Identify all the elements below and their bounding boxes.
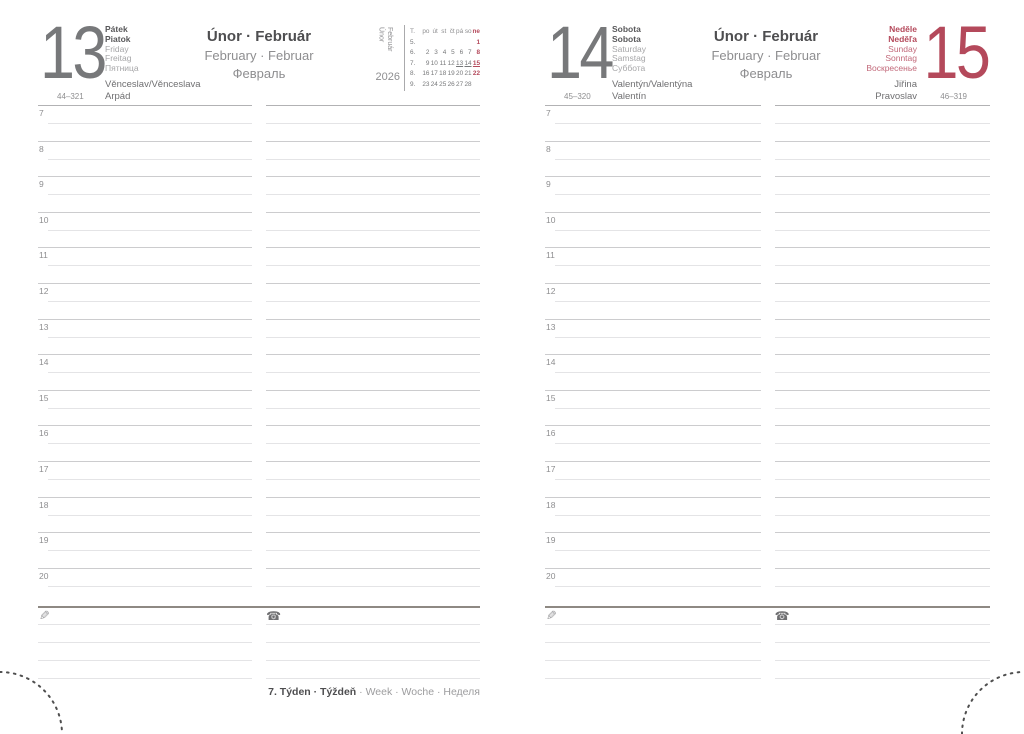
minical-day: 1 xyxy=(476,38,480,46)
hour-line xyxy=(38,141,252,142)
hour-line xyxy=(38,176,252,177)
hour-line xyxy=(775,212,990,213)
minical-day: 18 xyxy=(439,70,447,78)
minical-day: 20 xyxy=(456,70,464,78)
hour-line xyxy=(775,354,990,355)
half-hour-line xyxy=(775,586,990,587)
half-hour-line xyxy=(775,337,990,338)
minical-weekday: čt xyxy=(449,28,455,35)
minical-day: 13 xyxy=(456,59,464,67)
hour-line xyxy=(266,425,480,426)
minical-day xyxy=(429,38,437,49)
hour-row-9 xyxy=(38,176,480,212)
name-days-14 xyxy=(612,79,692,102)
minical-day: 7 xyxy=(468,49,472,57)
day-name: Saturday xyxy=(612,43,647,54)
half-hour-line xyxy=(775,372,990,373)
half-hour-line xyxy=(266,550,480,551)
hour-line xyxy=(775,532,990,533)
minical-day: 4 xyxy=(442,49,447,57)
minical-day: 11 xyxy=(439,59,447,67)
note-line xyxy=(38,624,252,625)
hour-row-11 xyxy=(38,247,480,283)
hour-line xyxy=(545,461,761,462)
minical-day: 27 xyxy=(456,80,464,88)
day-name: Sobota xyxy=(612,33,641,44)
note-line xyxy=(266,660,480,661)
hour-row-16 xyxy=(545,425,990,461)
hour-row-11 xyxy=(545,247,990,283)
hour-row-20 xyxy=(545,568,990,604)
hour-row-13 xyxy=(545,319,990,355)
page-left xyxy=(38,0,480,734)
minical-day: 3 xyxy=(434,49,438,57)
hour-line xyxy=(775,497,990,498)
hour-row-16 xyxy=(38,425,480,461)
hour-line xyxy=(38,247,252,248)
hour-line xyxy=(266,141,480,142)
pencil-icon: ✎ xyxy=(546,608,557,623)
half-hour-line xyxy=(775,194,990,195)
minical-week-number: 8. xyxy=(410,70,416,78)
hour-line xyxy=(266,283,480,284)
hour-row-8 xyxy=(545,141,990,177)
hour-line xyxy=(545,568,761,569)
corner-perforation-right xyxy=(954,670,1024,734)
hour-row-17 xyxy=(38,461,480,497)
minical-day: 23 xyxy=(422,80,430,88)
minical-day: 24 xyxy=(430,80,438,88)
hour-line xyxy=(266,212,480,213)
hour-label: 20 xyxy=(546,570,556,581)
hour-label: 11 xyxy=(546,250,555,261)
hour-label: 10 xyxy=(546,214,556,225)
half-hour-line xyxy=(555,337,761,338)
note-line xyxy=(38,678,252,679)
hour-line xyxy=(775,247,990,248)
note-line xyxy=(545,678,761,679)
hour-line xyxy=(266,390,480,391)
hour-line xyxy=(266,532,480,533)
hour-line xyxy=(775,141,990,142)
half-hour-line xyxy=(555,372,761,373)
hour-line xyxy=(775,176,990,177)
half-hour-line xyxy=(775,301,990,302)
hour-line xyxy=(775,425,990,426)
half-hour-line xyxy=(775,230,990,231)
note-line xyxy=(775,642,990,643)
hour-label: 12 xyxy=(546,285,556,296)
half-hour-line xyxy=(775,479,990,480)
minical-day xyxy=(438,38,446,49)
half-hour-line xyxy=(266,265,480,266)
minical-day: 10 xyxy=(430,59,438,67)
half-hour-line xyxy=(48,550,252,551)
hour-label: 12 xyxy=(39,285,49,296)
hour-line xyxy=(545,319,761,320)
minical-day: 28 xyxy=(464,80,472,88)
note-line xyxy=(545,660,761,661)
hour-label: 13 xyxy=(39,321,49,332)
note-line xyxy=(775,624,990,625)
hour-line xyxy=(266,319,480,320)
hour-label: 17 xyxy=(39,463,49,474)
name-day: Arpád xyxy=(105,90,131,102)
minical-weekday: ne xyxy=(472,28,480,35)
half-hour-line xyxy=(48,230,252,231)
hour-label: 7 xyxy=(546,108,551,118)
day-of-year-index-15: 46–319 xyxy=(940,92,967,101)
minical-day: 21 xyxy=(464,70,472,78)
hour-label: 16 xyxy=(39,428,49,439)
minical-day: 25 xyxy=(439,80,447,88)
day-name: Sobota xyxy=(612,24,641,34)
half-hour-line xyxy=(775,408,990,409)
name-days-15 xyxy=(875,79,917,102)
half-hour-line xyxy=(266,301,480,302)
hour-line xyxy=(545,176,761,177)
hour-line xyxy=(38,319,252,320)
hour-line xyxy=(775,283,990,284)
half-hour-line xyxy=(266,515,480,516)
hour-row-12 xyxy=(545,283,990,319)
month-primary: Únor · Február xyxy=(206,28,312,45)
minical-week-number: 6. xyxy=(410,49,416,57)
half-hour-line xyxy=(555,159,761,160)
hour-label: 14 xyxy=(546,357,556,368)
hour-row-9 xyxy=(545,176,990,212)
minical-day: 9 xyxy=(425,59,430,67)
hour-line xyxy=(38,390,252,391)
hour-grid-left xyxy=(38,105,480,603)
day-name: Sonntag xyxy=(885,53,917,64)
month-secondary: February · Februar xyxy=(204,48,314,63)
half-hour-line xyxy=(775,159,990,160)
half-hour-line xyxy=(48,123,252,124)
week-footer xyxy=(268,686,480,698)
half-hour-line xyxy=(555,443,761,444)
corner-perforation-left xyxy=(0,670,70,734)
half-hour-line xyxy=(266,586,480,587)
hour-line xyxy=(545,247,761,248)
hour-row-20 xyxy=(38,568,480,604)
note-line xyxy=(545,624,761,625)
day-name: Пятница xyxy=(105,63,139,74)
hour-line xyxy=(266,105,480,106)
hour-label: 7 xyxy=(39,108,44,118)
name-day: Valentín xyxy=(612,90,647,102)
day-number-13: 13 xyxy=(40,11,105,94)
half-hour-line xyxy=(266,372,480,373)
day-name: Sunday xyxy=(888,43,917,54)
half-hour-line xyxy=(775,265,990,266)
note-line xyxy=(266,642,480,643)
hour-line xyxy=(266,176,480,177)
half-hour-line xyxy=(266,479,480,480)
hour-line xyxy=(266,497,480,498)
minical-weekday: út xyxy=(432,28,438,35)
half-hour-line xyxy=(48,337,252,338)
hour-row-10 xyxy=(38,212,480,248)
minical-day: 14 xyxy=(464,59,472,67)
half-hour-line xyxy=(266,159,480,160)
week-footer-light: · Week · Woche · Неделя xyxy=(356,686,480,698)
hour-label: 18 xyxy=(546,499,556,510)
day-name: Piatok xyxy=(105,33,131,44)
half-hour-line xyxy=(266,408,480,409)
hour-line xyxy=(545,497,761,498)
hour-label: 16 xyxy=(546,428,556,439)
minical-weekday: pá xyxy=(456,28,464,35)
half-hour-line xyxy=(555,550,761,551)
minical-day xyxy=(455,38,463,49)
hour-line xyxy=(38,568,252,569)
hour-label: 9 xyxy=(39,179,44,190)
half-hour-line xyxy=(555,230,761,231)
half-hour-line xyxy=(266,123,480,124)
hour-label: 15 xyxy=(546,392,556,403)
note-line xyxy=(38,660,252,661)
minical-week-number: 9. xyxy=(410,80,416,88)
header-vertical-divider xyxy=(404,25,405,91)
hour-row-7 xyxy=(545,105,990,141)
day-names-15 xyxy=(866,25,917,74)
minical-day xyxy=(446,38,454,49)
half-hour-line xyxy=(266,443,480,444)
day-name: Freitag xyxy=(105,53,132,64)
mini-month-calendar xyxy=(410,27,480,91)
day-of-year-index-14: 45–320 xyxy=(564,92,591,101)
hour-row-19 xyxy=(38,532,480,568)
hour-line xyxy=(545,283,761,284)
hour-line xyxy=(38,425,252,426)
hour-label: 8 xyxy=(39,143,44,154)
name-day: Valentýn/Valentýna xyxy=(612,79,693,90)
hour-row-10 xyxy=(545,212,990,248)
month-tertiary: Февраль xyxy=(739,66,793,81)
pencil-icon: ✎ xyxy=(39,608,50,623)
minical-day xyxy=(472,80,480,91)
half-hour-line xyxy=(48,515,252,516)
hour-label: 18 xyxy=(39,499,49,510)
day-name: Воскресенье xyxy=(866,63,917,74)
hour-line xyxy=(545,532,761,533)
hour-grid-right xyxy=(545,105,990,603)
half-hour-line xyxy=(48,408,252,409)
minical-week-col-header: T. xyxy=(410,28,415,35)
phone-icon: ☎ xyxy=(266,609,282,623)
hour-row-18 xyxy=(545,497,990,533)
hour-row-15 xyxy=(38,390,480,426)
hour-label: 11 xyxy=(39,250,48,261)
minical-weekday: po xyxy=(422,28,430,35)
hour-line xyxy=(545,141,761,142)
side-tab-month: Únor xyxy=(377,27,385,43)
half-hour-line xyxy=(48,301,252,302)
note-line xyxy=(775,660,990,661)
half-hour-line xyxy=(555,515,761,516)
half-hour-line xyxy=(48,479,252,480)
hour-line xyxy=(38,461,252,462)
hour-row-12 xyxy=(38,283,480,319)
month-tertiary: Февраль xyxy=(232,66,286,81)
year-label: 2026 xyxy=(375,71,400,83)
day-name: Neděle xyxy=(889,24,917,34)
note-line xyxy=(266,678,480,679)
month-secondary: February · Februar xyxy=(711,48,821,63)
hour-line xyxy=(545,212,761,213)
hour-label: 14 xyxy=(39,357,49,368)
minical-day: 12 xyxy=(447,59,455,67)
hour-line xyxy=(545,390,761,391)
hour-line xyxy=(266,247,480,248)
hour-line xyxy=(545,105,761,106)
half-hour-line xyxy=(555,408,761,409)
minical-day: 17 xyxy=(430,70,438,78)
minical-day: 19 xyxy=(447,70,455,78)
hour-row-7 xyxy=(38,105,480,141)
day-number-15: 15 xyxy=(923,11,988,94)
hour-row-17 xyxy=(545,461,990,497)
half-hour-line xyxy=(775,443,990,444)
hour-line xyxy=(775,390,990,391)
hour-line xyxy=(775,105,990,106)
half-hour-line xyxy=(555,123,761,124)
hour-label: 9 xyxy=(546,179,551,190)
day-of-year-index-13: 44–321 xyxy=(57,92,84,101)
minical-day xyxy=(421,38,429,49)
notes-separator xyxy=(38,606,480,608)
minical-day: 26 xyxy=(447,80,455,88)
hour-label: 19 xyxy=(546,535,556,546)
half-hour-line xyxy=(555,301,761,302)
half-hour-line xyxy=(775,515,990,516)
hour-line xyxy=(775,568,990,569)
day-name: Pátek xyxy=(105,24,128,34)
week-footer-bold: 7. Týden · Týždeň xyxy=(268,686,357,698)
month-primary: Únor · Február xyxy=(713,28,819,45)
hour-line xyxy=(38,354,252,355)
half-hour-line xyxy=(48,372,252,373)
hour-line xyxy=(38,532,252,533)
half-hour-line xyxy=(266,230,480,231)
minical-week-number: 7. xyxy=(410,59,416,67)
hour-label: 8 xyxy=(546,143,551,154)
half-hour-line xyxy=(555,586,761,587)
half-hour-line xyxy=(48,194,252,195)
half-hour-line xyxy=(555,479,761,480)
hour-line xyxy=(38,283,252,284)
hour-line xyxy=(38,497,252,498)
hour-line xyxy=(266,568,480,569)
minical-day: 6 xyxy=(459,49,464,57)
hour-label: 17 xyxy=(546,463,556,474)
day-name: Суббота xyxy=(612,63,646,74)
half-hour-line xyxy=(48,265,252,266)
day-name: Friday xyxy=(105,43,129,54)
hour-label: 20 xyxy=(39,570,49,581)
half-hour-line xyxy=(775,123,990,124)
half-hour-line xyxy=(555,265,761,266)
name-day: Jiřina xyxy=(894,79,917,90)
hour-label: 19 xyxy=(39,535,49,546)
minical-day: 2 xyxy=(425,49,430,57)
hour-row-15 xyxy=(545,390,990,426)
hour-row-13 xyxy=(38,319,480,355)
half-hour-line xyxy=(48,443,252,444)
hour-line xyxy=(545,425,761,426)
notes-separator xyxy=(545,606,990,608)
hour-row-8 xyxy=(38,141,480,177)
minical-day: 8 xyxy=(476,49,480,57)
minical-week-number: 5. xyxy=(410,38,416,46)
note-line xyxy=(38,642,252,643)
day-number-14: 14 xyxy=(547,11,612,94)
half-hour-line xyxy=(555,194,761,195)
month-side-tab xyxy=(376,27,393,73)
name-day: Pravoslav xyxy=(875,90,917,102)
minical-day xyxy=(463,38,471,49)
minical-weekday: st xyxy=(441,28,447,35)
hour-row-14 xyxy=(545,354,990,390)
minical-day: 15 xyxy=(472,59,480,67)
hour-line xyxy=(38,212,252,213)
half-hour-line xyxy=(266,337,480,338)
hour-label: 15 xyxy=(39,392,49,403)
hour-row-14 xyxy=(38,354,480,390)
hour-line xyxy=(545,354,761,355)
page-right xyxy=(545,0,990,734)
note-line xyxy=(545,642,761,643)
phone-icon: ☎ xyxy=(774,609,790,623)
hour-line xyxy=(775,319,990,320)
hour-row-19 xyxy=(545,532,990,568)
hour-line xyxy=(266,354,480,355)
minical-day: 5 xyxy=(451,49,455,57)
day-name: Samstag xyxy=(612,53,646,64)
minical-day: 16 xyxy=(422,70,430,78)
day-name: Neděľa xyxy=(888,33,917,44)
half-hour-line xyxy=(48,586,252,587)
hour-line xyxy=(266,461,480,462)
side-tab-month: Február xyxy=(386,27,393,52)
hour-label: 10 xyxy=(39,214,49,225)
minical-weekday: so xyxy=(464,28,472,35)
half-hour-line xyxy=(775,550,990,551)
hour-line xyxy=(775,461,990,462)
hour-row-18 xyxy=(38,497,480,533)
half-hour-line xyxy=(48,159,252,160)
hour-line xyxy=(38,105,252,106)
half-hour-line xyxy=(266,194,480,195)
minical-day: 22 xyxy=(472,70,480,78)
name-days-13 xyxy=(105,79,201,102)
hour-label: 13 xyxy=(546,321,556,332)
name-day: Věnceslav/Věnceslava xyxy=(105,79,201,90)
note-line xyxy=(266,624,480,625)
